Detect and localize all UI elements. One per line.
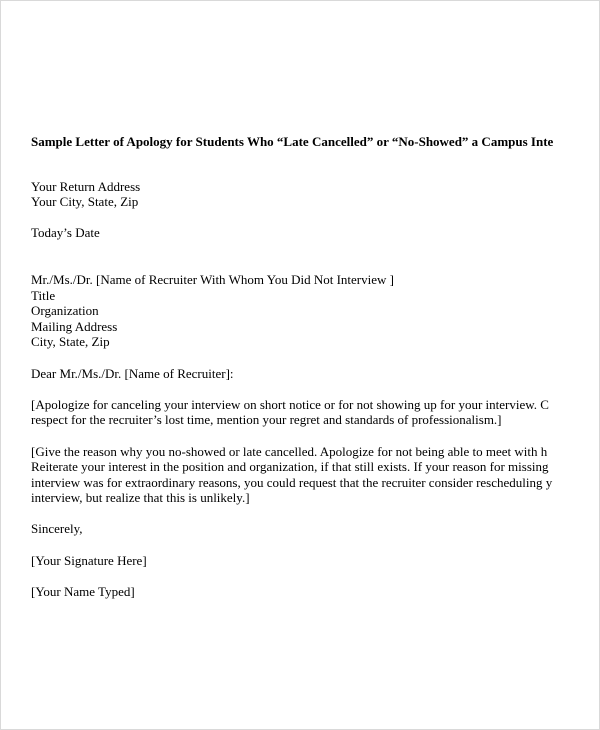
paragraph-line: interview was for extraordinary reasons, you could request that the recruiter consider rescheduling y <box>31 474 553 490</box>
paragraph-line: [Apologize for canceling your interview on short notice or for not showing up for your interview. C <box>31 396 549 412</box>
paragraph-reason <box>31 444 576 506</box>
salutation: Dear Mr./Ms./Dr. [Name of Recruiter]: <box>31 365 234 381</box>
recipient-city-state-zip: City, State, Zip <box>31 334 110 350</box>
letter-body <box>31 134 576 599</box>
paragraph-line: respect for the recruiter’s lost time, mention your regret and standards of professionalism.] <box>31 412 502 428</box>
paragraph-line: Reiterate your interest in the position and organization, if that still exists. If your reason for missing <box>31 459 549 475</box>
paragraph-apology <box>31 397 576 428</box>
signature-placeholder: [Your Signature Here] <box>31 552 147 568</box>
recipient-name: Mr./Ms./Dr. [Name of Recruiter With Whom You Did Not Interview ] <box>31 271 394 287</box>
recipient-mailing-address: Mailing Address <box>31 318 118 334</box>
recipient-address <box>31 272 576 350</box>
paragraph-line: [Give the reason why you no-showed or late cancelled. Apologize for not being able to meet with h <box>31 443 548 459</box>
typed-name-placeholder: [Your Name Typed] <box>31 583 135 599</box>
letter-date: Today’s Date <box>31 225 100 241</box>
letter-title: Sample Letter of Apology for Students Who “Late Cancelled” or “No-Showed” a Campus Inte <box>31 134 554 149</box>
recipient-organization: Organization <box>31 303 99 319</box>
sender-return-address: Your Return Address <box>31 178 141 194</box>
sender-address <box>31 179 576 210</box>
paragraph-line: interview, but realize that this is unlikely.] <box>31 490 250 506</box>
recipient-title: Title <box>31 287 56 303</box>
closing: Sincerely, <box>31 521 83 537</box>
sender-city-state-zip: Your City, State, Zip <box>31 194 139 210</box>
